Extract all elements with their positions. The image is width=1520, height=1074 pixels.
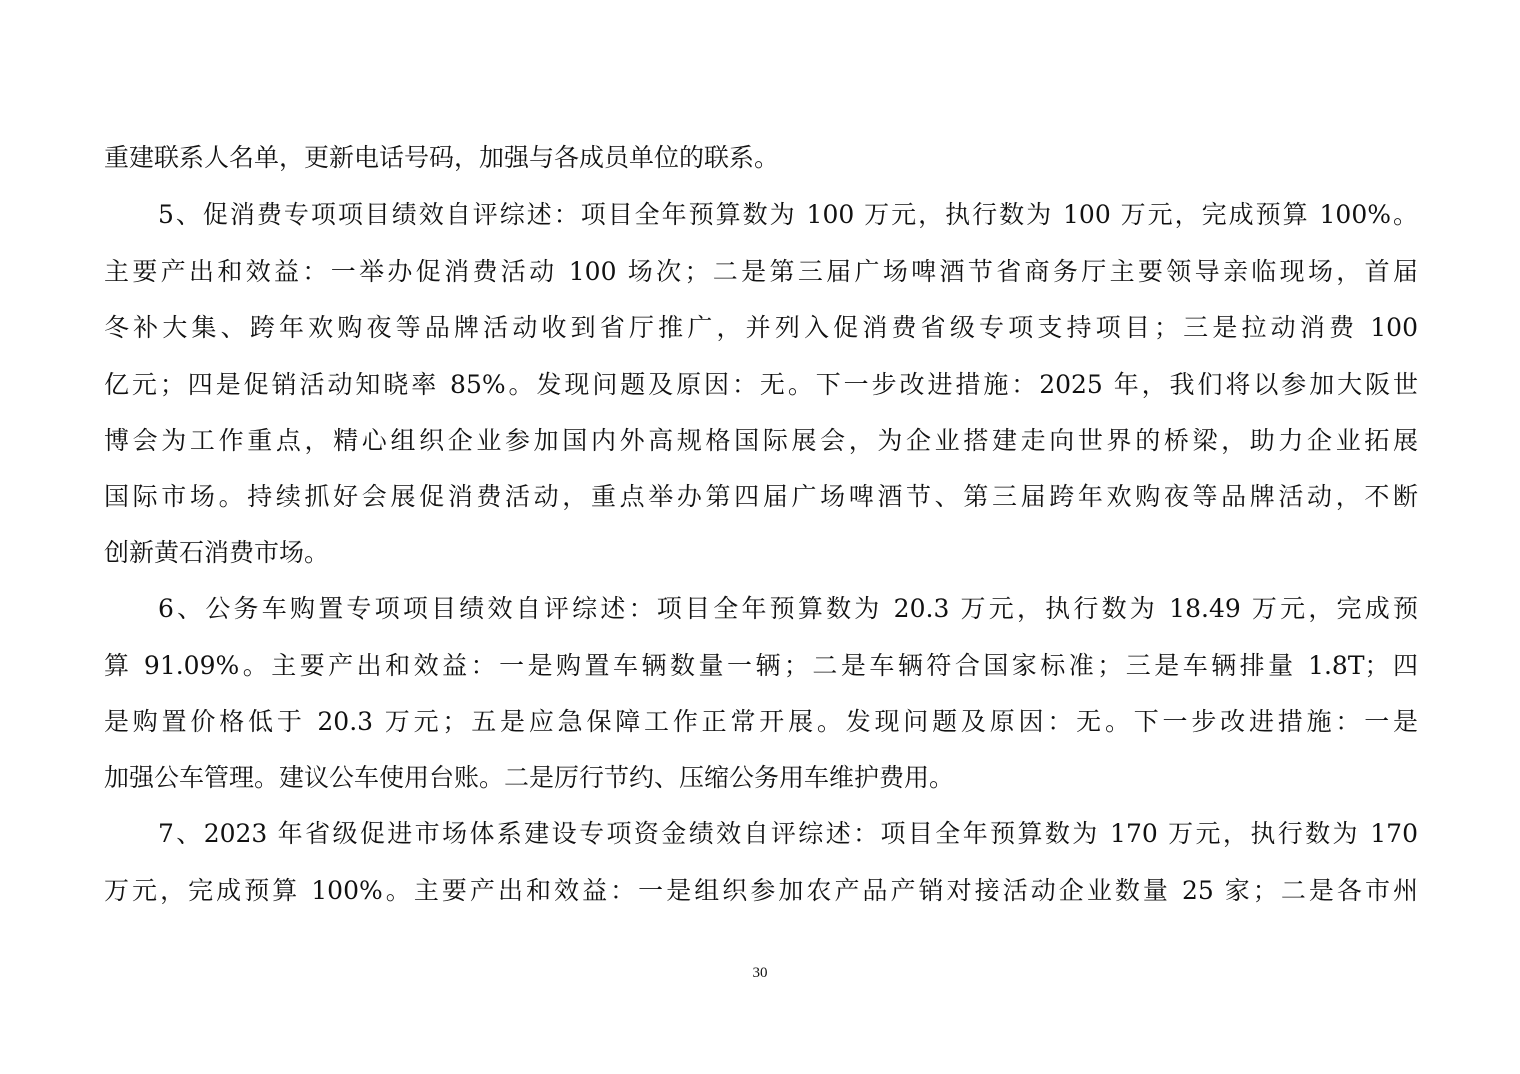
text-line: 万元，完成预算 100%。主要产出和效益：一是组织参加农产品产销对接活动企业数量 25 家；二是各市州: [104, 876, 1418, 905]
text-line: 5、促消费专项项目绩效自评综述：项目全年预算数为 100 万元，执行数为 100 万元，完成预算 100%。: [158, 200, 1418, 229]
text-line: 加强公车管理。建议公车使用台账。二是厉行节约、压缩公务用车维护费用。: [104, 763, 955, 792]
text-line: 冬补大集、跨年欢购夜等品牌活动收到省厅推广，并列入促消费省级专项支持项目；三是拉动消费 100: [104, 313, 1418, 342]
text-line: 国际市场。持续抓好会展促消费活动，重点举办第四届广场啤酒节、第三届跨年欢购夜等品牌活动，不断: [104, 482, 1418, 511]
text-line: 博会为工作重点，精心组织企业参加国内外高规格国际展会，为企业搭建走向世界的桥梁，助力企业拓展: [104, 426, 1418, 455]
text-line: 是购置价格低于 20.3 万元；五是应急保障工作正常开展。发现问题及原因：无。下一步改进措施：一是: [104, 707, 1418, 736]
page-number: 30: [752, 965, 768, 981]
text-line: 算 91.09%。主要产出和效益：一是购置车辆数量一辆；二是车辆符合国家标准；三是车辆排量 1.8T；四: [104, 651, 1418, 680]
text-line: 主要产出和效益：一举办促消费活动 100 场次；二是第三届广场啤酒节省商务厅主要领导亲临现场，首届: [104, 257, 1418, 286]
text-line: 创新黄石消费市场。: [104, 538, 330, 567]
text-line: 重建联系人名单，更新电话号码，加强与各成员单位的联系。: [104, 143, 780, 172]
text-line: 亿元；四是促销活动知晓率 85%。发现问题及原因：无。下一步改进措施：2025 年，我们将以参加大阪世: [104, 370, 1418, 399]
text-line: 7、2023 年省级促进市场体系建设专项资金绩效自评综述：项目全年预算数为 170 万元，执行数为 170: [158, 819, 1418, 848]
text-line: 6、公务车购置专项项目绩效自评综述：项目全年预算数为 20.3 万元，执行数为 18.49 万元，完成预: [158, 594, 1418, 623]
